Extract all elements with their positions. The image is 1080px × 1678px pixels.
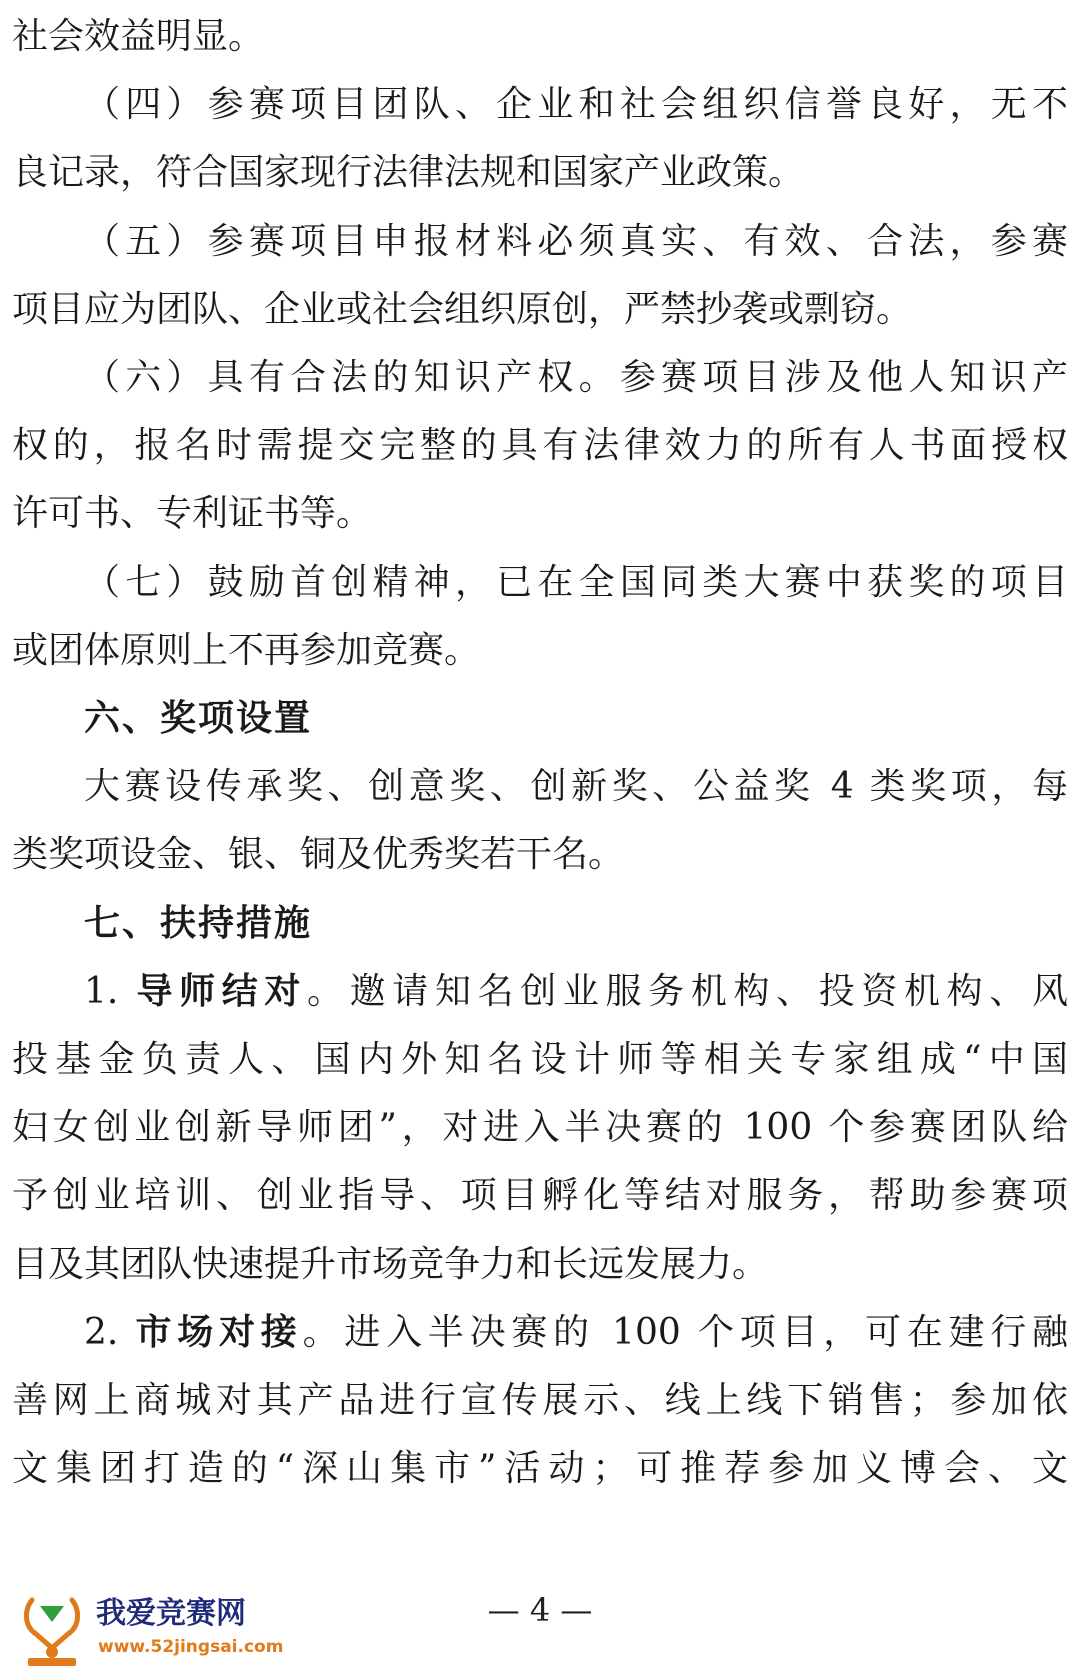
text-line <box>84 1310 1068 1356</box>
site-watermark <box>18 1592 284 1670</box>
list-item-text: 市场对接。进入半决赛的 100 个项目，可在建行融 <box>135 1311 1068 1353</box>
text-line: 良记录，符合国家现行法律法规和国家产业政策。 <box>12 152 805 194</box>
watermark-url: www.52jingsai.com <box>98 1637 284 1657</box>
text-line: 投基金负责人、国内外知名设计师等相关专家组成“中国 <box>12 1039 1068 1080</box>
text-line: 社会效益明显。 <box>12 16 265 57</box>
text-line: 权的，报名时需提交完整的具有法律效力的所有人书面授权 <box>12 425 1068 467</box>
text-line: 许可书、专利证书等。 <box>12 493 373 535</box>
item-lead-in: 市场对接 <box>135 1311 303 1353</box>
text-line: 善网上商城对其产品进行宣传展示、线上线下销售；参加依 <box>12 1380 1068 1421</box>
watermark-title: 我爱竞赛网 <box>96 1596 246 1631</box>
text-line: 文集团打造的“深山集市”活动；可推荐参加义博会、文 <box>12 1448 1068 1490</box>
text-line: 大赛设传承奖、创意奖、创新奖、公益奖 4 类奖项，每 <box>84 766 1068 808</box>
text-line: （五）参赛项目申报材料必须真实、有效、合法，参赛 <box>84 220 1068 262</box>
page-number: — 4 — <box>487 1591 593 1629</box>
text-line: 项目应为团队、企业或社会组织原创，严禁抄袭或剽窃。 <box>12 288 913 330</box>
list-number: 1. <box>84 970 137 1012</box>
site-logo-icon <box>18 1592 88 1670</box>
text-line: 类奖项设金、银、铜及优秀奖若干名。 <box>12 834 625 876</box>
text-line: 妇女创业创新导师团”，对进入半决赛的 100 个参赛团队给 <box>12 1107 1068 1149</box>
text-line: 或团体原则上不再参加竞赛。 <box>12 629 481 671</box>
text-line: （七）鼓励首创精神，已在全国同类大赛中获奖的项目 <box>84 561 1068 603</box>
text-line <box>84 969 1068 1015</box>
text-line: （四）参赛项目团队、企业和社会组织信誉良好，无不 <box>84 84 1068 126</box>
list-number: 2. <box>84 1311 136 1353</box>
text-line: （六）具有合法的知识产权。参赛项目涉及他人知识产 <box>84 357 1068 398</box>
text-line: 予创业培训、创业指导、项目孵化等结对服务，帮助参赛项 <box>12 1175 1068 1217</box>
section-heading: 七、扶持措施 <box>84 902 313 944</box>
text-line: 目及其团队快速提升市场竞争力和长远发展力。 <box>12 1243 769 1285</box>
section-heading: 六、奖项设置 <box>84 698 313 739</box>
item-lead-in: 导师结对 <box>136 970 308 1012</box>
list-item-text: 导师结对。邀请知名创业服务机构、投资机构、风 <box>136 970 1068 1012</box>
